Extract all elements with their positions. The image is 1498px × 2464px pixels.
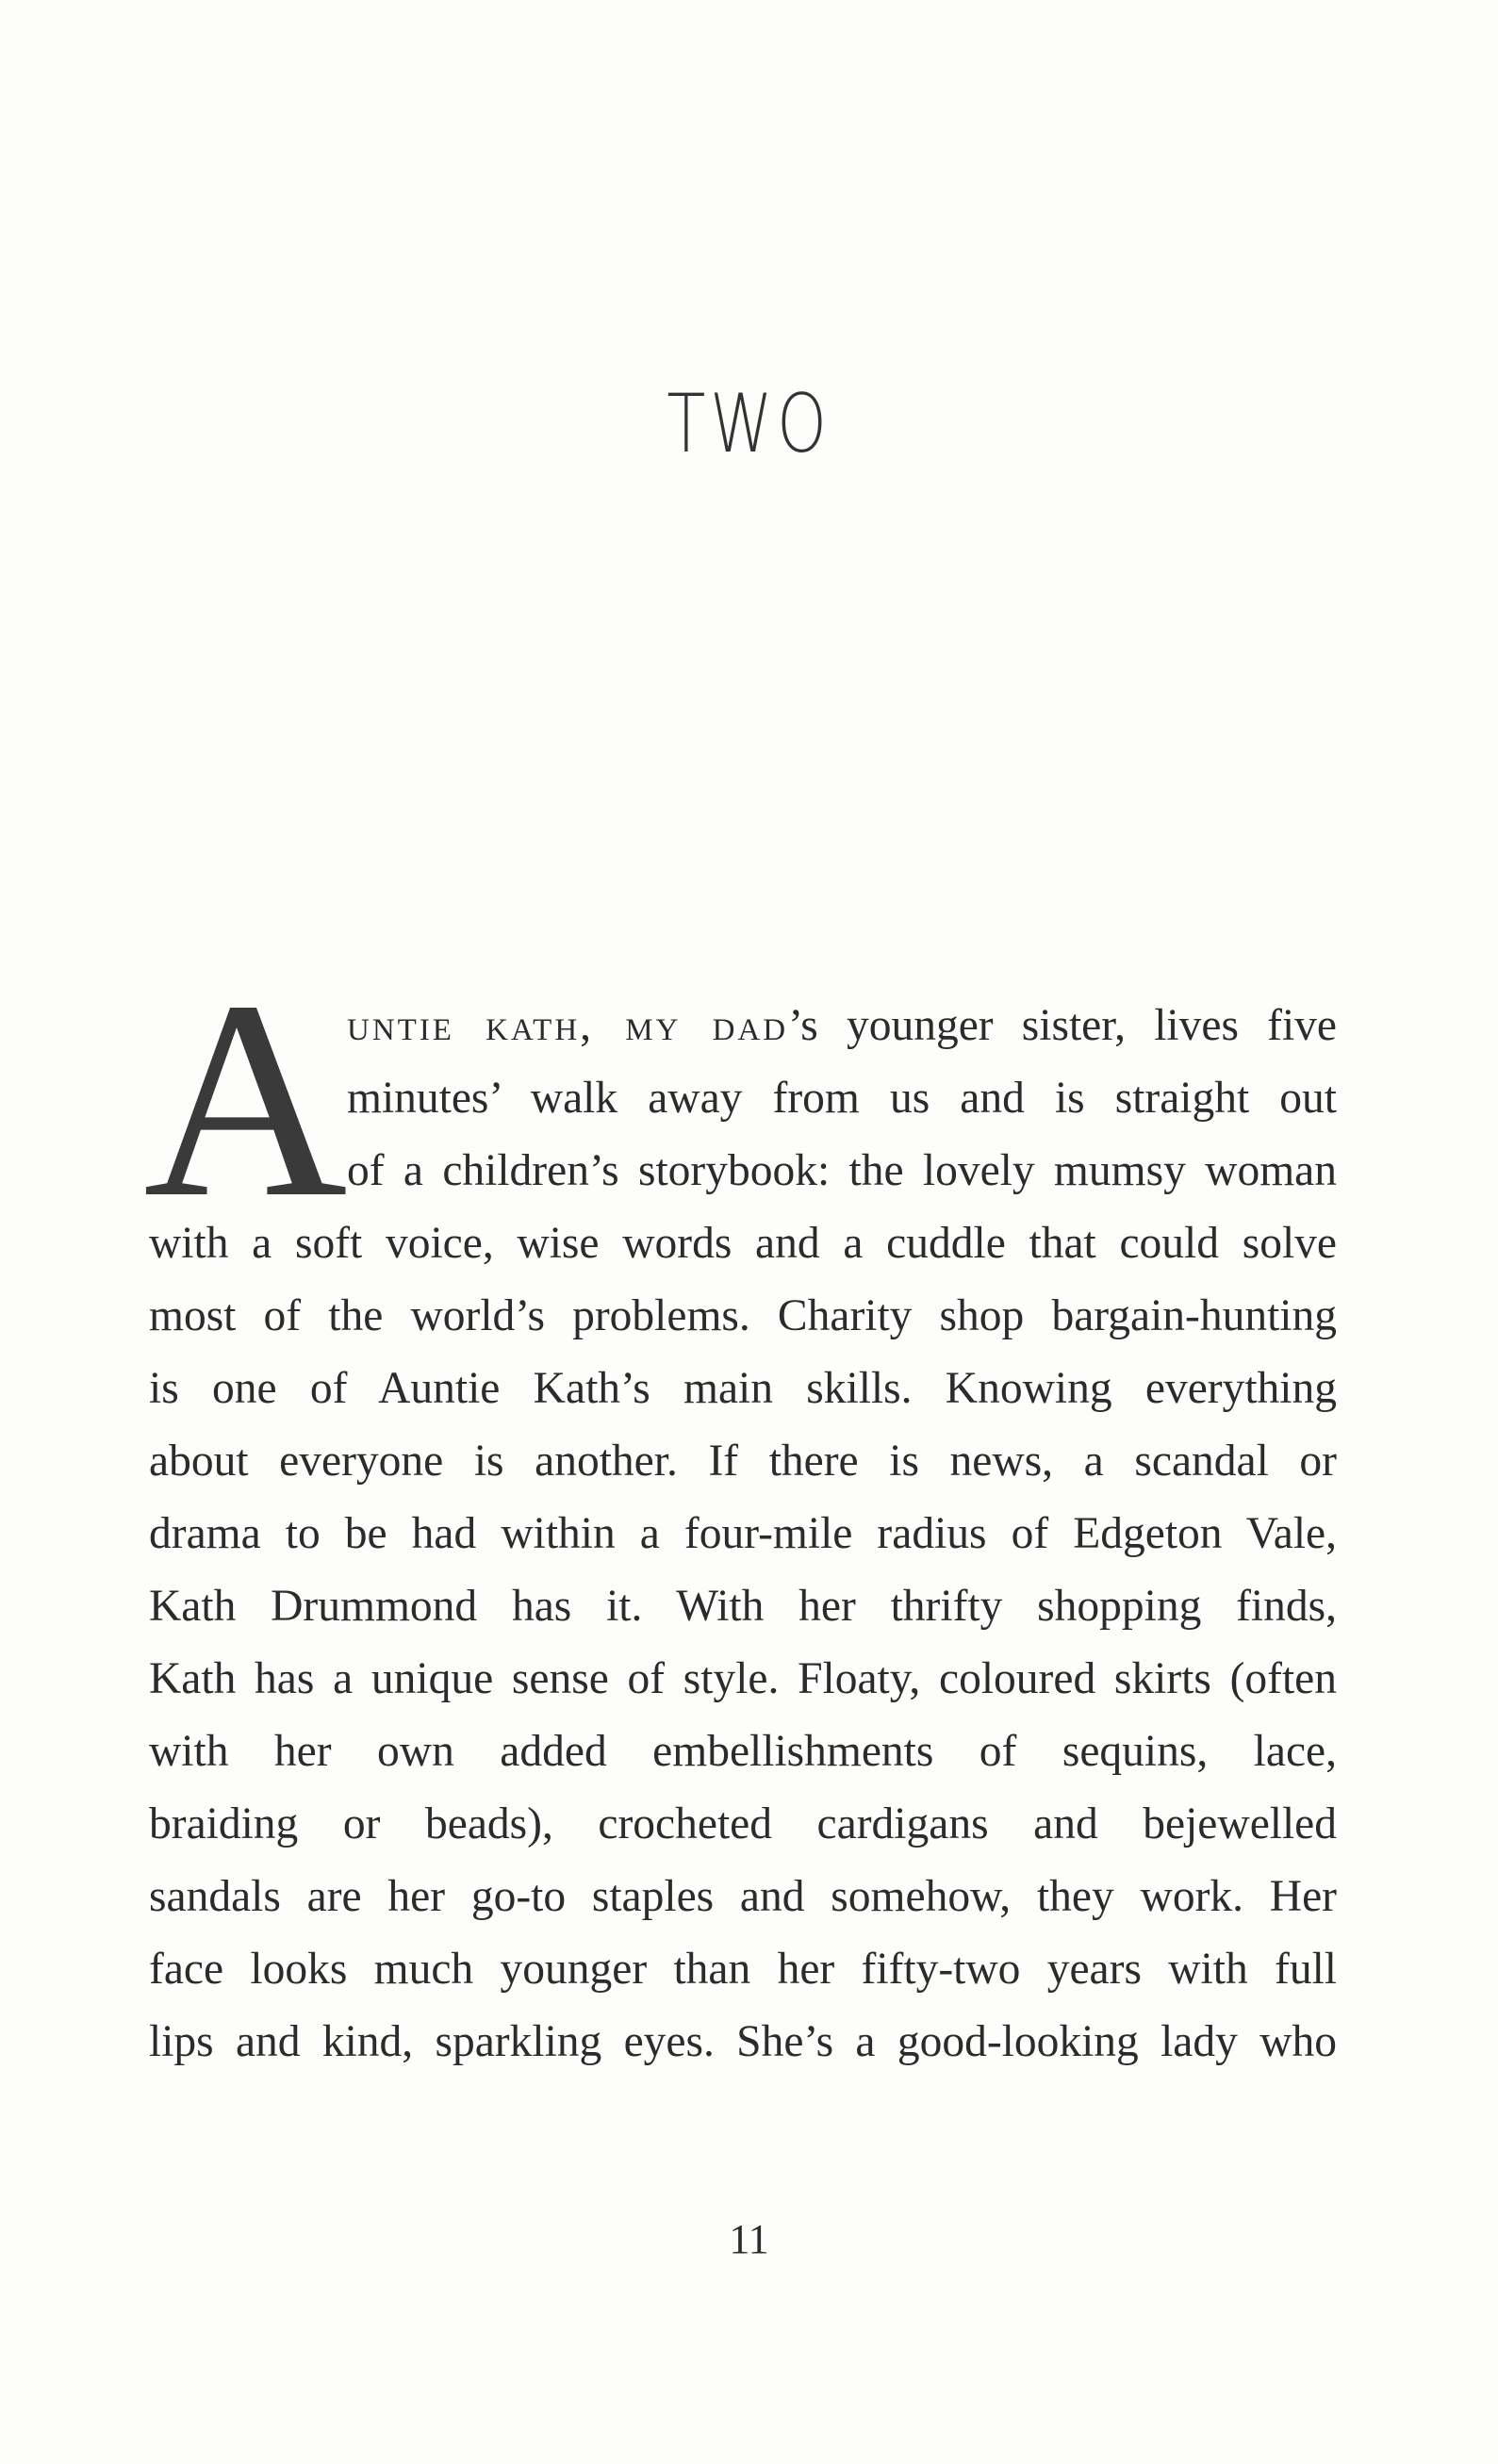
text-line: drama to be had within a four-mile radius of Edgeton Vale, bbox=[149, 1509, 1337, 1558]
chapter-paragraph bbox=[143, 943, 1337, 2078]
text-line-rest: ’s younger sister, lives five bbox=[788, 1001, 1337, 1050]
text-line: Kath has a unique sense of style. Floaty, coloured skirts (often bbox=[149, 1654, 1337, 1703]
text-line: braiding or beads), crocheted cardigans and bejewelled bbox=[149, 1799, 1337, 1848]
text-line: about everyone is another. If there is news, a scandal or bbox=[149, 1437, 1337, 1486]
text-line: minutes’ walk away from us and is straight out bbox=[347, 1074, 1337, 1123]
text-line: is one of Auntie Kath’s main skills. Knowing everything bbox=[149, 1364, 1337, 1413]
text-line: with her own added embellishments of sequins, lace, bbox=[149, 1727, 1337, 1776]
text-line: of a children’s storybook: the lovely mumsy woman bbox=[347, 1146, 1337, 1195]
page-number: 11 bbox=[729, 2216, 769, 2262]
text-line: most of the world’s problems. Charity shop bargain-hunting bbox=[149, 1291, 1337, 1340]
text-line: sandals are her go-to staples and somehow, they work. Her bbox=[149, 1872, 1337, 1921]
text-line: lips and kind, sparkling eyes. She’s a good-looking lady who bbox=[149, 2017, 1337, 2066]
text-line: Kath Drummond has it. With her thrifty shopping finds, bbox=[149, 1582, 1337, 1631]
lead-in-smallcaps: untie kath, my dad bbox=[347, 1001, 789, 1050]
text-line: face looks much younger than her fifty-two years with full bbox=[149, 1945, 1337, 1994]
drop-cap: A bbox=[143, 943, 348, 1256]
chapter-title: TWO bbox=[667, 377, 831, 471]
text-line: with a soft voice, wise words and a cuddle that could solve bbox=[149, 1219, 1337, 1268]
drop-cap-container bbox=[143, 943, 348, 1256]
